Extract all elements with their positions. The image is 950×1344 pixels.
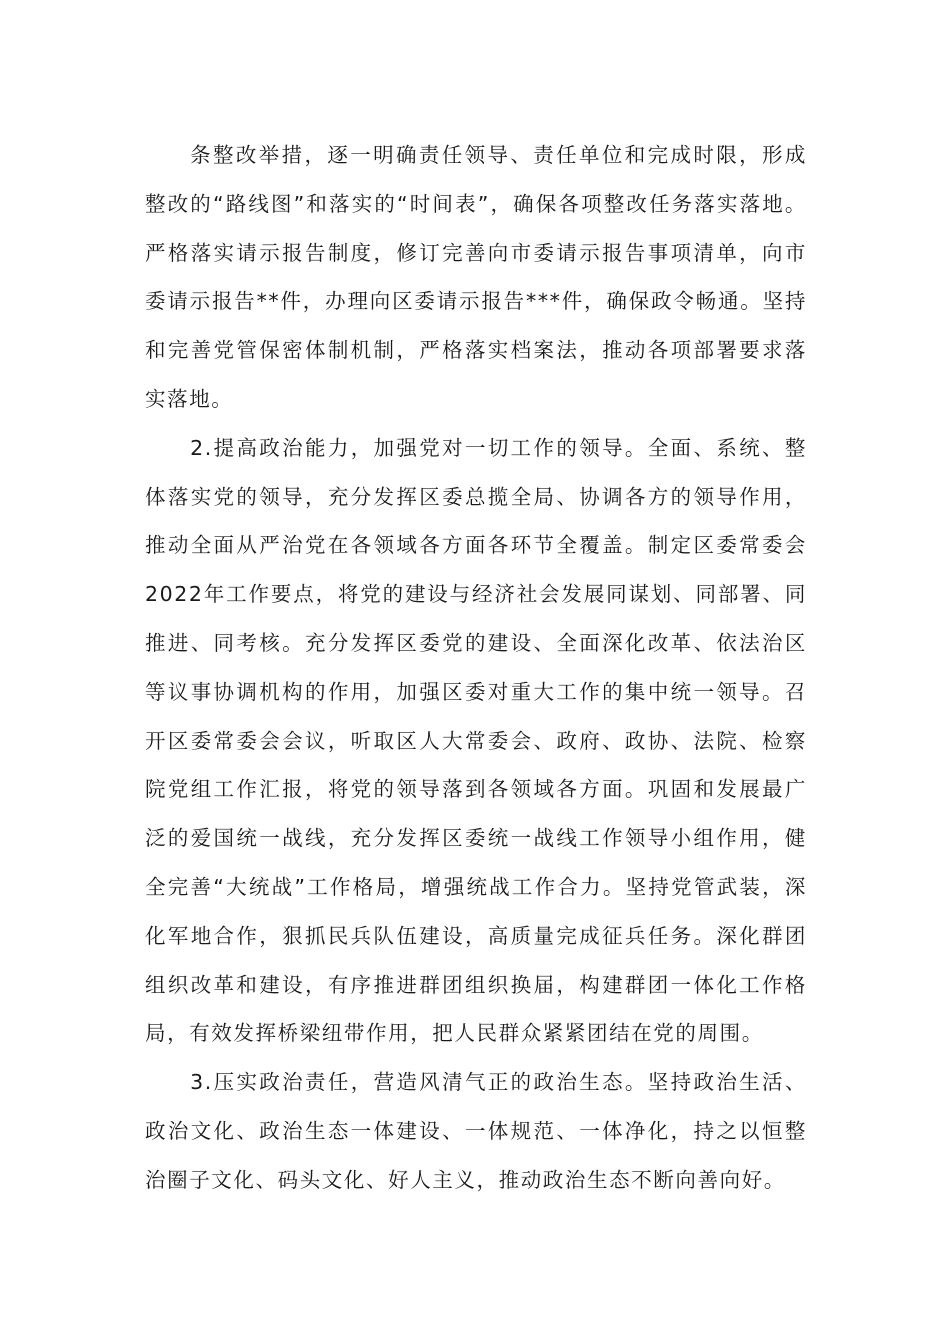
document-body	[145, 131, 807, 1205]
paragraph-rectification-continued: 条整改举措，逐一明确责任领导、责任单位和完成时限，形成整改的“路线图”和落实的“时间表”，确保各项整改任务落实落地。严格落实请示报告制度，修订完善向市委请示报告事项清单，向市委请示报告**件，办理向区委请示报告***件，确保政令畅通。坚持和完善党管保密体制机制，严格落实档案法，推动各项部署要求落实落地。	[145, 143, 807, 411]
paragraph-political-responsibility: 3.压实政治责任，营造风清气正的政治生态。坚持政治生活、政治文化、政治生态一体建设、一体规范、一体净化，持之以恒整治圈子文化、码头文化、好人主义，推动政治生态不断向善向好。	[145, 1070, 807, 1192]
paragraph-political-ability: 2.提高政治能力，加强党对一切工作的领导。全面、系统、整体落实党的领导，充分发挥区委总揽全局、协调各方的领导作用，推动全面从严治党在各领域各方面各环节全覆盖。制定区委常委会2022年工作要点，将党的建设与经济社会发展同谋划、同部署、同推进、同考核。充分发挥区委党的建设、全面深化改革、依法治区等议事协调机构的作用，加强区委对重大工作的集中统一领导。召开区委常委会会议，听取区人大常委会、政府、政协、法院、检察院党组工作汇报，将党的领导落到各领域各方面。巩固和发展最广泛的爱国统一战线，充分发挥区委统一战线工作领导小组作用，健全完善“大统战”工作格局，增强统战工作合力。坚持党管武装，深化军地合作，狠抓民兵队伍建设，高质量完成征兵任务。深化群团组织改革和建设，有序推进群团组织换届，构建群团一体化工作格局，有效发挥桥梁纽带作用，把人民群众紧紧团结在党的周围。	[145, 435, 807, 1046]
